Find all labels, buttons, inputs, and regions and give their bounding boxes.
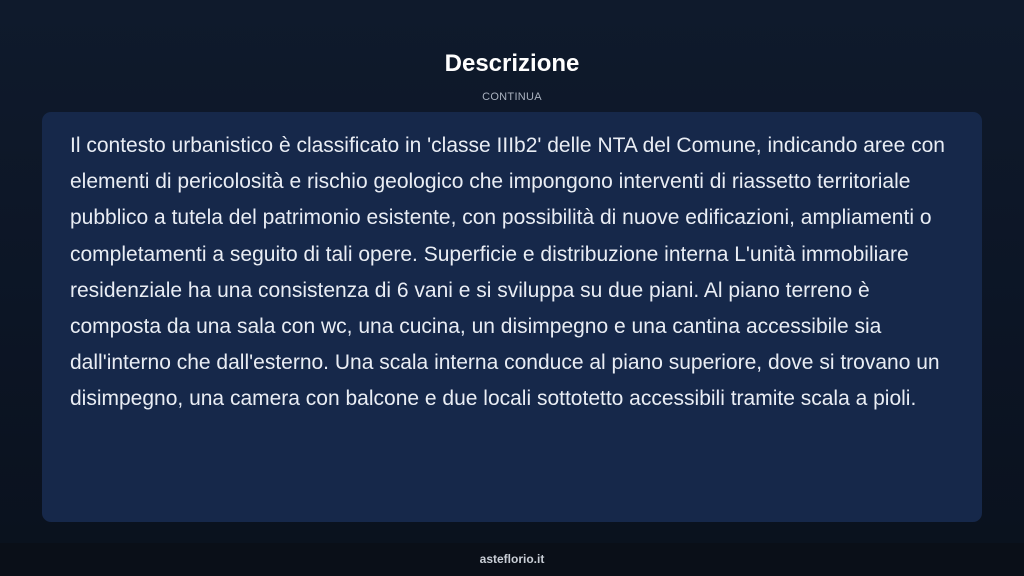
footer-bar: [0, 543, 1024, 576]
footer-site-name: asteflorio.it: [479, 552, 545, 566]
page-title: Descrizione: [444, 50, 580, 77]
description-text: Il contesto urbanistico è classificato in 'classe IIIb2' delle NTA del Comune, indicando aree con elementi di pericolosità e rischio geologico che impongono interventi di riassetto territoriale pubblico a tutela del patrimonio esistente, con possibilità di nuove edificazioni, ampliamenti o completamenti a seguito di tali opere. Superficie e distribuzione interna L'unità immobiliare residenziale ha una consistenza di 6 vani e si sviluppa su due piani. Al piano terreno è composta da una sala con wc, una cucina, un disimpegno e una cantina accessibile sia dall'interno che dall'esterno. Una scala interna conduce al piano superiore, dove si trovano un disimpegno, una camera con balcone e due locali sottotetto accessibili tramite scala a pioli.: [70, 134, 945, 411]
page-subtitle: CONTINUA: [482, 91, 542, 103]
description-card: [42, 112, 982, 522]
